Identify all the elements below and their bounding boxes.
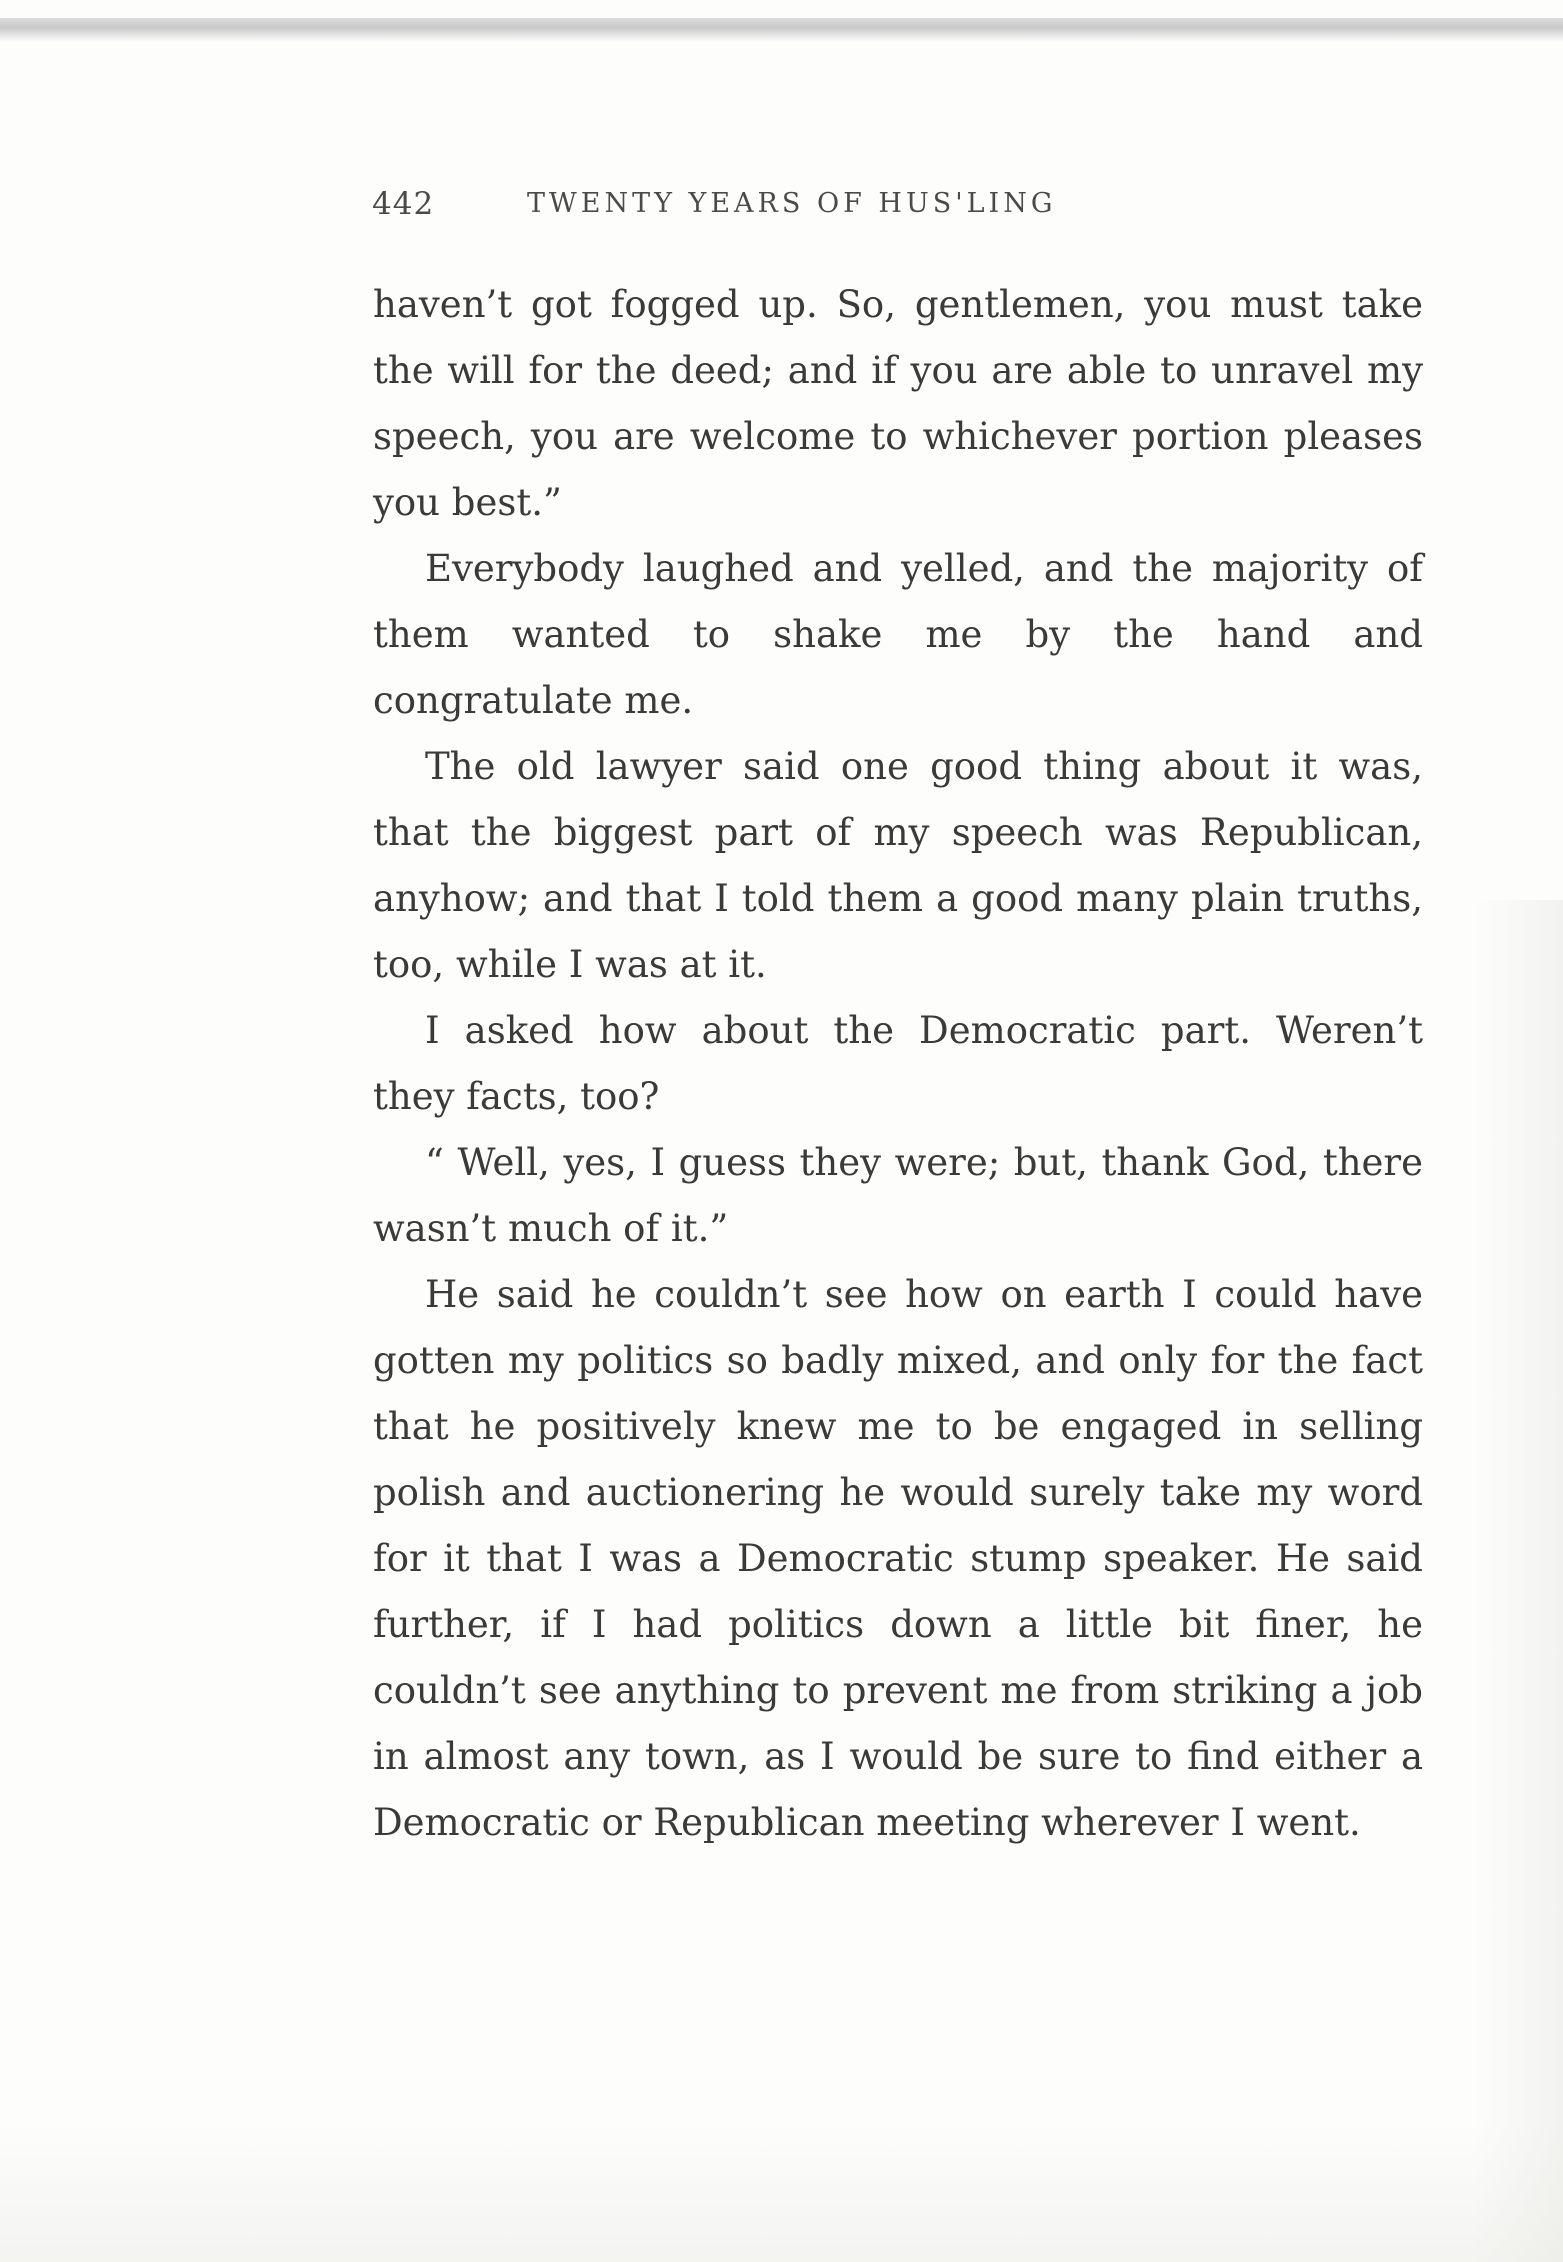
paragraph: “ Well, yes, I guess they were; but, thank God, there wasn’t much of it.” — [373, 1141, 1423, 1250]
page-number: 442 — [372, 186, 435, 222]
paragraph: The old lawyer said one good thing about it was, that the biggest part of my speech was Republican, anyhow; and that I told them a good many plain truths, too, while I was at it. — [373, 745, 1423, 986]
paragraph: Everybody laughed and yelled, and the majority of them wanted to shake me by the hand and congratulate me. — [373, 547, 1423, 722]
scan-top-edge — [0, 18, 1563, 42]
paper-texture-right — [1473, 900, 1563, 2262]
book-title: TWENTY YEARS OF HUS'LING — [527, 188, 1057, 219]
paragraph: I asked how about the Democratic part. Weren’t they facts, too? — [373, 1009, 1423, 1118]
paragraph: He said he couldn’t see how on earth I could have gotten my politics so badly mixed, and only for the fact that he positively knew me to be engaged in selling polish and auctionering he would surely take my word for it that I was a Democratic stump speaker. He said further, if I had politics down a little bit finer, he couldn’t see anything to prevent me from striking a job in almost any town, as I would be sure to find either a Democratic or Republican meeting wherever I went. — [373, 1273, 1423, 1844]
paper-texture-bottom — [0, 2122, 1563, 2262]
paragraph-continuation: haven’t got fogged up. So, gentlemen, you must take the will for the deed; and if you are able to unravel my speech, you are welcome to whichever portion pleases you best.” — [373, 283, 1423, 524]
body-text — [373, 272, 1423, 1856]
running-head — [372, 186, 1432, 236]
